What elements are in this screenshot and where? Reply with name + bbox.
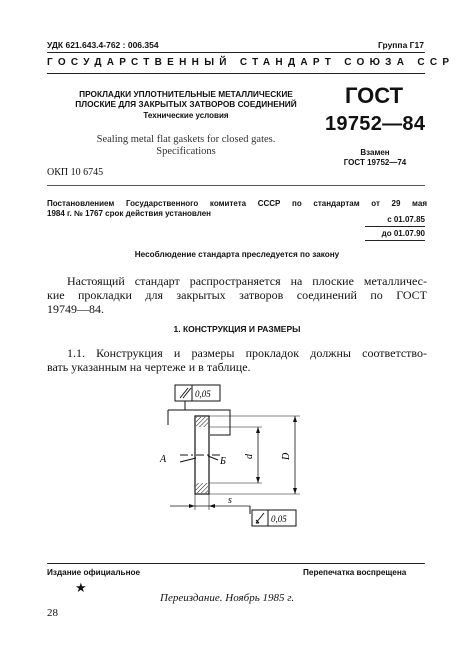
title-rule (47, 185, 425, 186)
valid-to-underline (365, 240, 425, 241)
title-en (55, 134, 317, 158)
gost-label: ГОСТ (345, 83, 404, 108)
replaces-label: Взамен (360, 148, 390, 157)
valid-from-underline (365, 226, 425, 227)
decree-line-2: 1984 г. № 1767 срок действия установлен (47, 209, 211, 218)
parallelism-tolerance-bottom (252, 510, 296, 526)
title-en-line-1: Sealing metal flat gaskets for closed gates. (96, 134, 276, 145)
valid-from: с 01.07.85 (387, 215, 425, 224)
gasket-section-upper (196, 417, 208, 427)
gasket-drawing (140, 380, 320, 530)
intro-line-2: кие прокладки для закрытых затворов соединений по ГОСТ (47, 288, 427, 302)
header-rule-bottom (47, 73, 425, 74)
tol-top-value: 0,05 (195, 389, 211, 399)
gasket-section-lower (196, 483, 208, 493)
header-rule-top (47, 52, 425, 53)
label-d-inner: d (244, 454, 255, 459)
clause-line-1: 1.1. Конструкция и размеры прокладок должны соответство- (67, 346, 427, 360)
state-standard-banner: ГОСУДАРСТВЕННЫЙ СТАНДАРТ СОЮЗА ССР (47, 57, 455, 68)
gost-number: 19752—84 (325, 113, 426, 135)
label-a: А (160, 454, 167, 465)
section-heading: 1. КОНСТРУКЦИЯ И РАЗМЕРЫ (173, 324, 301, 334)
flatness-tolerance-top (175, 385, 220, 401)
valid-to: до 01.07.90 (381, 229, 425, 238)
subtitle-ru: Технические условия (143, 111, 229, 120)
title-ru-line-2: ПЛОСКИЕ ДЛЯ ЗАКРЫТЫХ ЗАТВОРОВ СОЕДИНЕНИЙ (75, 99, 297, 109)
group-code: Группа Г17 (378, 40, 424, 50)
star-mark: ★ (75, 580, 87, 595)
intro-line-3: 19749—84. (47, 302, 104, 316)
label-s: s (228, 495, 232, 506)
clause-1-1 (47, 346, 427, 374)
title-ru-line-1: ПРОКЛАДКИ УПЛОТНИТЕЛЬНЫЕ МЕТАЛЛИЧЕСКИЕ (79, 89, 293, 99)
official-edition: Издание официальное (47, 568, 141, 577)
tol-bottom-value: 0,05 (271, 514, 287, 524)
intro-paragraph (47, 274, 427, 316)
page-number: 28 (47, 607, 58, 619)
replaces-standard: ГОСТ 19752—74 (343, 158, 407, 167)
law-notice: Несоблюдение стандарта преследуется по закону (134, 250, 340, 259)
label-b: Б (220, 456, 226, 467)
label-d-outer: D (281, 452, 292, 460)
intro-line-1: Настоящий стандарт распространяется на плоские металличес- (67, 274, 427, 288)
title-en-line-2: Specifications (156, 146, 216, 157)
udk-code: УДК 621.643.4-762 : 006.354 (47, 40, 159, 50)
title-ru (55, 89, 317, 109)
reissue-note: Переиздание. Ноябрь 1985 г. (160, 592, 295, 604)
okp-code: ОКП 10 6745 (47, 167, 104, 178)
reprint-prohibited: Перепечатка воспрещена (303, 568, 407, 577)
footer-rule (47, 563, 425, 564)
clause-line-2: вать указанным на чертеже и в таблице. (47, 360, 251, 374)
decree-line-1: Постановлением Государственного комитета СССР по стандартам от 29 мая (47, 199, 427, 208)
